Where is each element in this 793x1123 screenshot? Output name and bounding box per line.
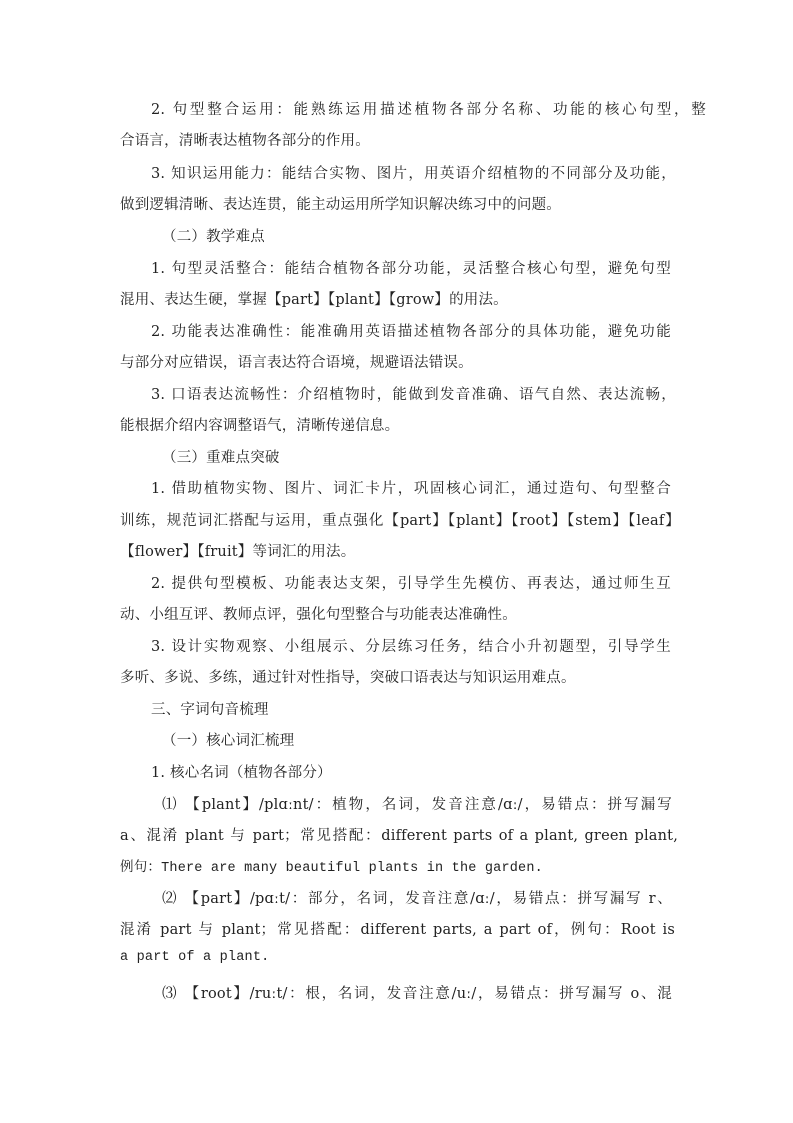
- paragraph-line: 3. 设计实物观察、小组展示、分层练习任务，结合小升初题型，引导学生: [151, 639, 671, 655]
- paragraph-line: ⑵ 【part】/pɑːt/：部分，名词，发音注意/ɑː/，易错点：拼写漏写 r、: [162, 891, 672, 907]
- paragraph-line: 2. 句型整合运用：能熟练运用描述植物各部分名称、功能的核心句型，整: [151, 102, 706, 118]
- paragraph-line: 3. 知识运用能力：能结合实物、图片，用英语介绍植物的不同部分及功能，: [151, 166, 676, 182]
- paragraph-line: 2. 提供句型模板、功能表达支架，引导学生先模仿、再表达，通过师生互: [151, 576, 671, 592]
- section-heading: 三、字词句音梳理: [151, 702, 269, 718]
- paragraph-line: a、混淆 plant 与 part；常见搭配：different parts of a plant, green plant,: [120, 828, 678, 844]
- paragraph-line: 【flower】【fruit】等词汇的用法。: [120, 544, 356, 560]
- paragraph-line: 与部分对应错误，语言表达符合语境，规避语法错误。: [120, 355, 473, 371]
- paragraph-line: 多听、多说、多练，通过针对性指导，突破口语表达与知识运用难点。: [120, 670, 576, 686]
- paragraph-line: a part of a plant.: [120, 950, 270, 965]
- paragraph-line: 2. 功能表达准确性：能准确用英语描述植物各部分的具体功能，避免功能: [151, 324, 671, 340]
- paragraph-line: 例句：There are many beautiful plants in the garden.: [120, 861, 543, 876]
- paragraph-line: 合语言，清晰表达植物各部分的作用。: [120, 133, 370, 149]
- paragraph-line: 能根据介绍内容调整语气，清晰传递信息。: [120, 418, 400, 434]
- paragraph-line: 动、小组互评、教师点评，强化句型整合与功能表达准确性。: [120, 607, 517, 623]
- section-heading: （二）教学难点: [162, 229, 265, 245]
- section-heading: （三）重难点突破: [162, 450, 280, 466]
- paragraph-line: ⑴ 【plant】/plɑːnt/：植物，名词，发音注意/ɑː/，易错点：拼写漏写: [162, 797, 672, 813]
- paragraph-line: 混淆 part 与 plant；常见搭配：different parts, a part of，例句：Root is: [120, 922, 675, 938]
- section-heading: 1. 核心名词（植物各部分）: [151, 765, 332, 781]
- paragraph-line: 混用、表达生硬，掌握【part】【plant】【grow】的用法。: [120, 292, 508, 308]
- paragraph-line: 训练，规范词汇搭配与运用，重点强化【part】【plant】【root】【stem】【leaf】: [120, 513, 680, 529]
- paragraph-line: ⑶ 【root】/ruːt/：根，名词，发音注意/uː/，易错点：拼写漏写 o、混: [162, 986, 672, 1002]
- paragraph-line: 3. 口语表达流畅性：介绍植物时，能做到发音准确、语气自然、表达流畅，: [151, 387, 676, 403]
- paragraph-line: 做到逻辑清晰、表达连贯，能主动运用所学知识解决练习中的问题。: [120, 197, 561, 213]
- section-heading: （一）核心词汇梳理: [162, 733, 295, 749]
- paragraph-line: 1. 借助植物实物、图片、词汇卡片，巩固核心词汇，通过造句、句型整合: [151, 481, 671, 497]
- paragraph-line: 1. 句型灵活整合：能结合植物各部分功能，灵活整合核心句型，避免句型: [151, 261, 671, 277]
